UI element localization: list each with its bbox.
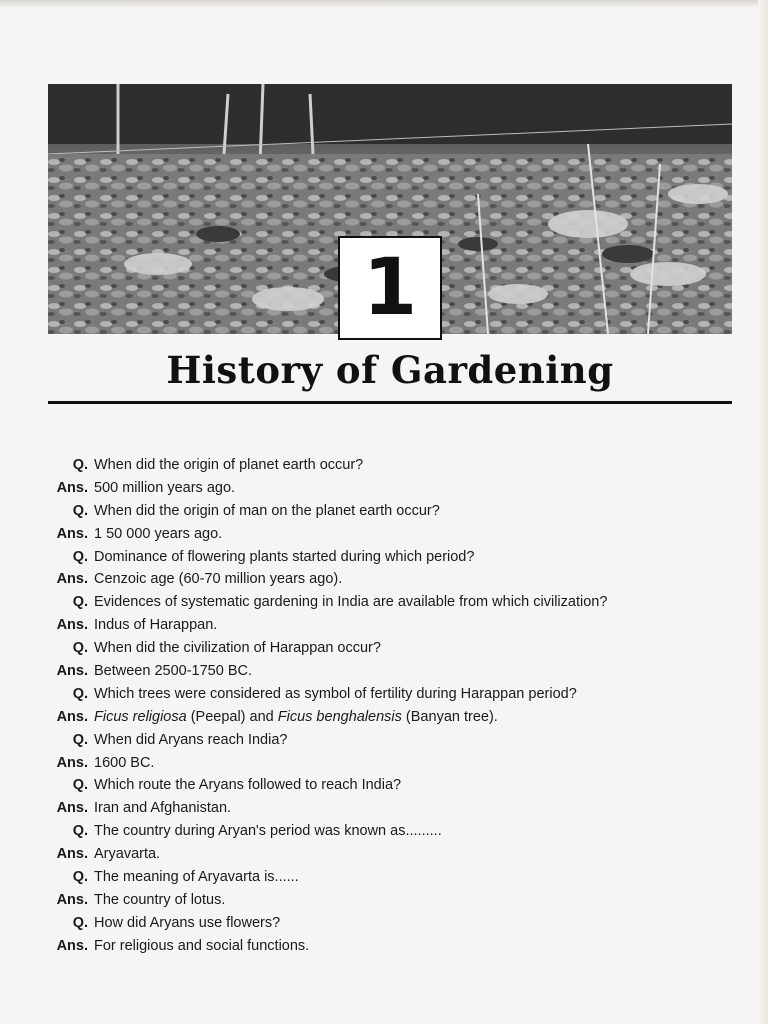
answer-text	[94, 706, 498, 729]
answer-text: Cenzoic age (60-70 million years ago).	[94, 571, 343, 588]
question-text: The meaning of Aryavarta is......	[94, 869, 299, 886]
answer-label: Ans.	[56, 617, 88, 634]
page-right-edge	[758, 0, 768, 1024]
answer-item	[40, 477, 740, 500]
question-text: Evidences of systematic gardening in India are available from which civilization?	[94, 594, 608, 611]
answer-item	[40, 523, 740, 546]
question-item	[40, 546, 740, 569]
question-text: When did the origin of man on the planet earth occur?	[94, 502, 440, 519]
answer-text: 1600 BC.	[94, 754, 155, 771]
answer-text: Between 2500-1750 BC.	[94, 663, 252, 680]
question-item	[40, 866, 740, 889]
question-item	[40, 637, 740, 660]
question-label: Q.	[72, 685, 88, 702]
question-item	[40, 683, 740, 706]
question-item	[40, 500, 740, 523]
qa-list	[40, 454, 740, 958]
question-label: Q.	[72, 640, 88, 657]
answer-fragment: (Peepal) and	[186, 708, 278, 725]
answer-text: 1 50 000 years ago.	[94, 525, 223, 542]
answer-item	[40, 568, 740, 591]
answer-label: Ans.	[56, 937, 88, 954]
answer-label: Ans.	[56, 800, 88, 817]
question-item	[40, 729, 740, 752]
question-text: Which route the Aryans followed to reach India?	[94, 777, 402, 794]
question-label: Q.	[72, 914, 88, 931]
answer-item	[40, 843, 740, 866]
question-item	[40, 774, 740, 797]
answer-label: Ans.	[56, 571, 88, 588]
answer-label: Ans.	[56, 891, 88, 908]
species-name: Ficus benghalensis	[277, 708, 402, 725]
question-text: How did Aryans use flowers?	[94, 914, 281, 931]
question-label: Q.	[72, 502, 88, 519]
question-item	[40, 454, 740, 477]
answer-item	[40, 889, 740, 912]
answer-fragment: (Banyan tree).	[401, 708, 498, 725]
question-label: Q.	[72, 457, 88, 473]
title-underline	[48, 401, 732, 404]
page-top-edge	[0, 0, 768, 8]
question-text: When did the origin of planet earth occur?	[94, 457, 364, 473]
answer-label: Ans.	[56, 846, 88, 863]
question-text: When did the civilization of Harappan occur?	[94, 640, 381, 657]
answer-text: The country of lotus.	[94, 891, 226, 908]
answer-text: 500 million years ago.	[94, 479, 236, 496]
question-label: Q.	[72, 823, 88, 840]
question-text: Dominance of flowering plants started during which period?	[94, 548, 475, 565]
question-text: Which trees were considered as symbol of fertility during Harappan period?	[94, 685, 577, 702]
answer-item	[40, 660, 740, 683]
question-text: The country during Aryan's period was known as.........	[94, 823, 442, 840]
question-item	[40, 820, 740, 843]
question-label: Q.	[72, 594, 88, 611]
question-text: When did Aryans reach India?	[94, 731, 288, 748]
answer-text: Iran and Afghanistan.	[94, 800, 232, 817]
answer-item	[40, 797, 740, 820]
answer-label: Ans.	[56, 479, 88, 496]
question-label: Q.	[72, 869, 88, 886]
question-label: Q.	[72, 777, 88, 794]
question-item	[40, 591, 740, 614]
answer-item	[40, 614, 740, 637]
answer-text: Aryavarta.	[94, 846, 161, 863]
answer-text: Indus of Harappan.	[94, 617, 218, 634]
question-item	[40, 912, 740, 935]
answer-label: Ans.	[56, 754, 88, 771]
answer-item	[40, 935, 740, 958]
answer-item	[40, 706, 740, 729]
answer-label: Ans.	[56, 663, 88, 680]
question-label: Q.	[72, 731, 88, 748]
answer-label: Ans.	[56, 708, 88, 725]
chapter-number-box	[338, 236, 442, 340]
answer-item	[40, 752, 740, 775]
chapter-number: 1	[362, 243, 418, 333]
answer-text: For religious and social functions.	[94, 937, 310, 954]
answer-label: Ans.	[56, 525, 88, 542]
species-name: Ficus religiosa	[94, 708, 187, 725]
chapter-title: History of Gardening	[166, 348, 614, 392]
question-label: Q.	[72, 548, 88, 565]
